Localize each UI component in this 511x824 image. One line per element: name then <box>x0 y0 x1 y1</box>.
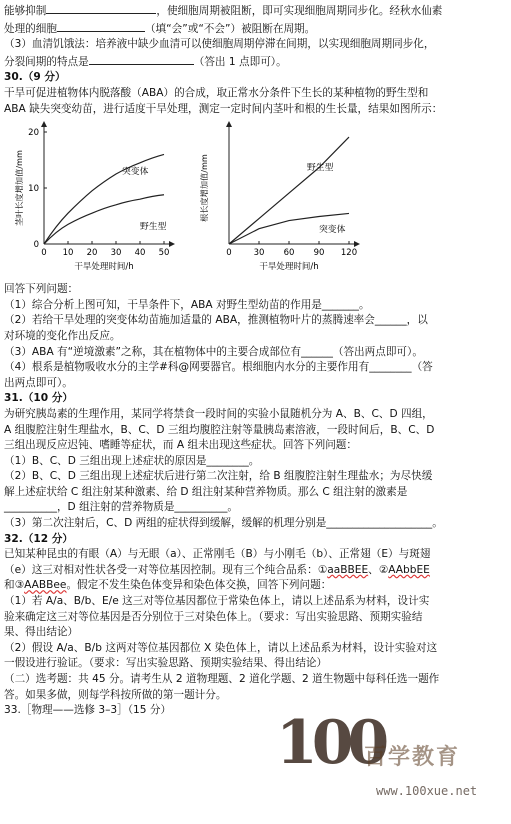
line: 33.［物理——选修 3–3］（15 分） <box>4 704 172 717</box>
line: （2）若给干旱处理的突变体幼苗施加适量的 ABA，推测植物叶片的蒸腾速率会______，以 <box>4 314 428 327</box>
charts-svg <box>4 119 374 282</box>
text: 、② <box>368 563 389 576</box>
watermark-logo <box>276 708 506 816</box>
y-tick-label: 20 <box>28 128 39 139</box>
x-tick-label: 20 <box>86 248 98 259</box>
line: （1）B、C、D 三组出现上述症状的原因是________。 <box>4 454 260 467</box>
watermark-url: www.100xue.net <box>376 784 478 798</box>
x-tick-label: 40 <box>134 248 146 259</box>
genotype: AAbbEE <box>388 563 430 576</box>
line <box>4 578 507 594</box>
exam-page <box>4 2 507 719</box>
x-tick-label: 0 <box>226 248 232 259</box>
line: 已知某种昆虫的有眼（A）与无眼（a）、正常刚毛（B）与小刚毛（b）、正常翅（E）与斑翅 <box>4 548 431 561</box>
series-label: 突变体 <box>122 167 149 178</box>
line <box>4 563 507 579</box>
text: 分裂间期的特点是 <box>4 55 89 68</box>
text: 能够抑制 <box>4 5 47 17</box>
answer-blank[interactable] <box>57 20 145 32</box>
text: 和③ <box>4 579 25 592</box>
x-axis-label: 干旱处理时间/h <box>259 262 319 273</box>
x-tick-label: 0 <box>41 248 47 259</box>
line: 三组出现反应迟钝、嗜睡等症状，而 A 组未出现这些症状。回答下列问题： <box>4 439 357 452</box>
chart-stem-leaf <box>14 124 172 272</box>
line: 对环境的变化作出反应。 <box>4 329 121 342</box>
y-tick-label: 10 <box>28 184 39 195</box>
line: 验来确定这三对等位基因是否分别位于三对染色体上。（要求：写出实验思路、预期实验结 <box>4 610 423 623</box>
x-tick-label: 10 <box>62 248 74 259</box>
line: （3）第二次注射后，C、D 两组的症状得到缓解，缓解的机理分别是____________________。 <box>4 517 443 530</box>
question-32-header: 32.（12 分） <box>4 532 73 545</box>
line: （二）选考题：共 45 分。请考生从 2 道物理题、2 道化学题、2 道生物题中每科任选一题作 <box>4 673 440 685</box>
watermark-number: 100 <box>276 708 384 778</box>
line: 答。如果多做，则每学科按所做的第一题计分。 <box>4 688 227 701</box>
line: 为研究胰岛素的生理作用，某同学将禁食一段时间的实验小鼠随机分为 A、B、C、D 四组， <box>4 407 433 420</box>
line: A 组腹腔注射生理盐水，B、C、D 三组均腹腔注射等量胰岛素溶液，一段时间后，B、C、D <box>4 423 435 436</box>
y-axis-label: 根长度增加值/mm <box>199 154 209 223</box>
figure-charts <box>4 119 507 282</box>
series-label: 野生型 <box>307 163 334 174</box>
answer-blank[interactable] <box>46 2 156 14</box>
line: （1）若 A/a、B/b、E/e 这三对等位基因都位于常染色体上，请以上述品系为材料，设计实 <box>4 595 430 608</box>
x-tick-label: 60 <box>283 248 295 259</box>
x-tick-label: 120 <box>340 248 358 259</box>
x-axis-label: 干旱处理时间/h <box>74 262 134 273</box>
x-tick-label: 30 <box>253 248 265 259</box>
answer-blank[interactable] <box>89 53 194 65</box>
series-label: 野生型 <box>140 222 167 233</box>
x-tick-label: 50 <box>158 248 170 259</box>
watermark-text: 百学教育 <box>364 745 461 770</box>
text: （填“会”或“不会”）被阻断在周期。 <box>144 22 316 35</box>
genotype: AABBee <box>24 579 67 592</box>
line: 果、得出结论） <box>4 626 79 639</box>
y-axis-label: 茎叶长度增加值/mm <box>14 150 24 227</box>
line: （4）根系是植物吸收水分的主学#科@网要器官。根细胞内水分的主要作用有________（答 <box>4 361 433 374</box>
line: 一假设进行验证。（要求：写出实验思路、预期实验结果、得出结论） <box>4 657 328 670</box>
x-tick-label: 30 <box>110 248 122 259</box>
line <box>4 20 507 38</box>
line: （2）B、C、D 三组出现上述症状后进行第二次注射，给 B 组腹腔注射生理盐水；为尽快缓 <box>4 470 433 483</box>
series-label: 突变体 <box>319 225 346 236</box>
chart-root <box>199 124 357 272</box>
line: ABA 缺失突变幼苗，进行适度干旱处理，测定一定时间内茎叶和根的生长量，结果如图所示： <box>4 102 443 115</box>
line: 干旱可促进植物体内脱落酸（ABA）的合成，取正常水分条件下生长的某种植物的野生型和 <box>4 86 429 99</box>
line: 解上述症状给 C 组注射某种激素、给 D 组注射某种营养物质。那么 C 组注射的激素是 <box>4 485 408 498</box>
line: （3）ABA 有“逆境激素”之称，其在植物体中的主要合成部位有______（答出两点即可）。 <box>4 345 423 358</box>
question-30-header: 30.（9 分） <box>4 71 66 84</box>
line <box>4 53 507 71</box>
line: 出两点即可）。 <box>4 376 73 389</box>
x-tick-label: 90 <box>313 248 325 259</box>
text: （e）这三对相对性状各受一对等位基因控制。现有三个纯合品系：① <box>4 563 328 576</box>
text: （答出 1 点即可）。 <box>193 55 287 68</box>
line <box>4 2 507 20</box>
line: （3）血清饥饿法：培养液中缺少血清可以使细胞周期停滞在间期，以实现细胞周期同步化， <box>4 38 435 51</box>
y-tick-label: 0 <box>33 240 39 251</box>
text: ，使细胞周期被阻断，即可实现细胞周期同步化。经秋水仙素 <box>156 5 443 17</box>
text: 。假定不发生染色体变异和染色体交换，回答下列问题： <box>66 579 332 592</box>
question-31-header: 31.（10 分） <box>4 392 73 405</box>
line: （1）综合分析上图可知，干旱条件下，ABA 对野生型幼苗的作用是_______。 <box>4 298 370 311</box>
genotype: aaBBEE <box>327 563 369 576</box>
line: __________，D 组注射的营养物质是__________。 <box>4 501 238 514</box>
line: （2）假设 A/a、B/b 这两对等位基因都位 X 染色体上，请以上述品系为材料，设计实验对这 <box>4 641 438 654</box>
text: 处理的细胞 <box>4 22 57 35</box>
line: 回答下列问题： <box>4 283 79 296</box>
